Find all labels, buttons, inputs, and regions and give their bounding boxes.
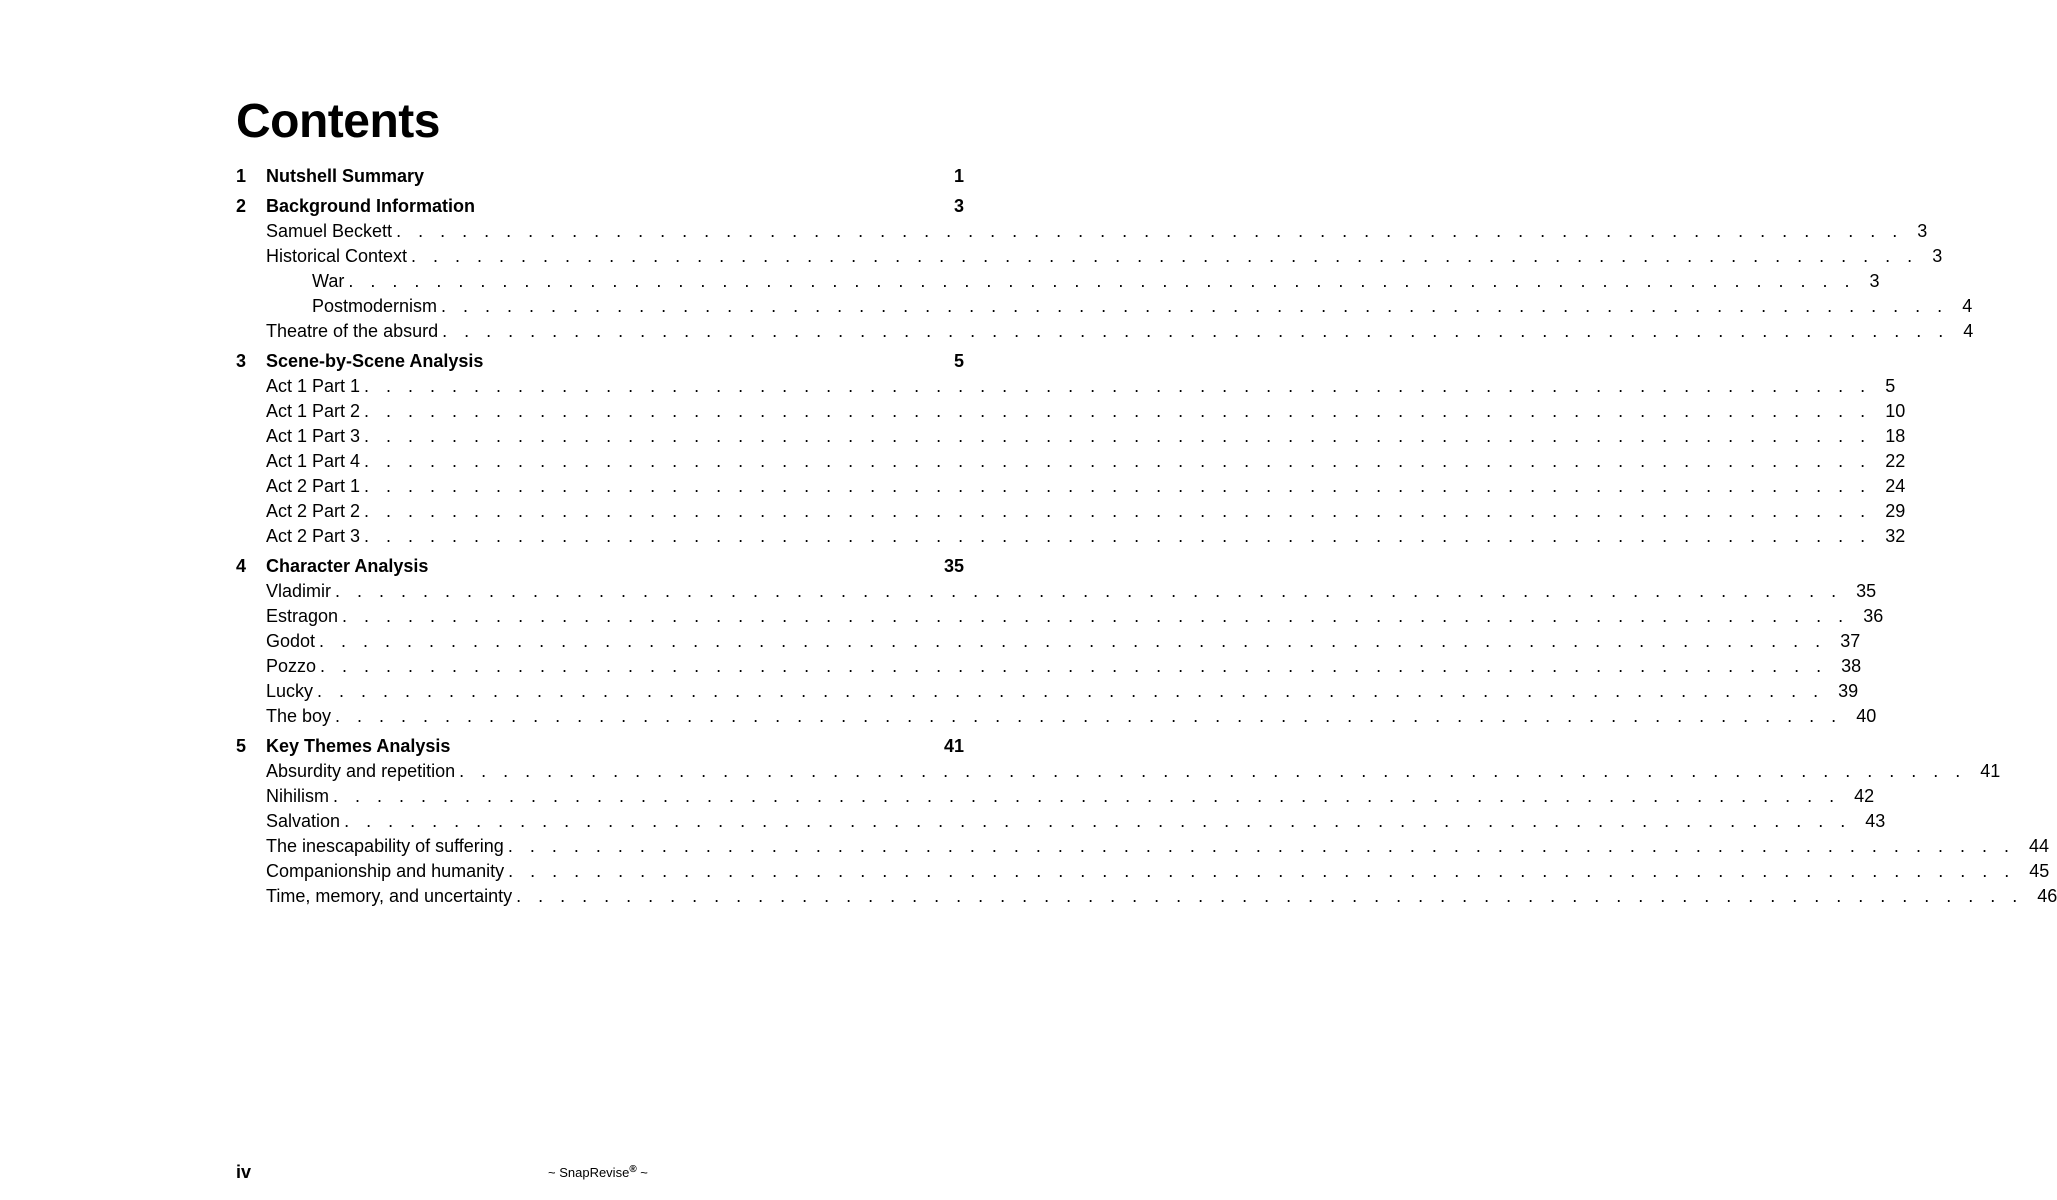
dot-leader: . . . . . . . . . . . . . . . . . . . . . . . . . . . . . . . . . . . . . . . . . . . . . . . . . . . . . . . . . . . . . . . . . . . . . xyxy=(364,401,1872,421)
dot-leader: . . . . . . . . . . . . . . . . . . . . . . . . . . . . . . . . . . . . . . . . . . . . . . . . . . . . . . . . . . . . . . . . . . . . . xyxy=(364,476,1872,496)
dot-leader: . . . . . . . . . . . . . . . . . . . . . . . . . . . . . . . . . . . . . . . . . . . . . . . . . . . . . . . . . . . . . . . . . . . . . xyxy=(317,681,1825,701)
footer-brand xyxy=(548,1163,648,1183)
entry-page-number: 40 xyxy=(1856,706,1877,726)
footer-brand-prefix: ~ SnapRevise xyxy=(548,1165,630,1180)
toc-entry-row[interactable] xyxy=(236,809,1886,834)
toc-entry-row[interactable] xyxy=(236,524,1906,549)
dot-leader: . . . . . . . . . . . . . . . . . . . . . . . . . . . . . . . . . . . . . . . . . . . . . . . . . . . . . . . . . . . . . . . . . . . . . xyxy=(364,501,1872,521)
entry-title: The inescapability of suffering xyxy=(266,834,508,859)
entry-page-number: 43 xyxy=(1865,811,1886,831)
entry-page-number: 5 xyxy=(1885,376,1896,396)
dot-leader: . . . . . . . . . . . . . . . . . . . . . . . . . . . . . . . . . . . . . . . . . . . . . . . . . . . . . . . . . . . . . . . . . . . . . xyxy=(459,761,1967,781)
toc-entry-row[interactable] xyxy=(236,859,2050,884)
entry-page-number: 24 xyxy=(1885,476,1906,496)
entry-title: Act 1 Part 1 xyxy=(266,374,364,399)
toc-entry-row[interactable] xyxy=(236,219,1928,244)
footer-page-number: iv xyxy=(236,1162,252,1182)
dot-leader: . . . . . . . . . . . . . . . . . . . . . . . . . . . . . . . . . . . . . . . . . . . . . . . . . . . . . . . . . . . . . . . . . . . . . xyxy=(364,526,1872,546)
entry-page-number: 41 xyxy=(1980,761,2001,781)
dot-leader: . . . . . . . . . . . . . . . . . . . . . . . . . . . . . . . . . . . . . . . . . . . . . . . . . . . . . . . . . . . . . . . . . . . . . xyxy=(319,631,1827,651)
entry-title: Nihilism xyxy=(266,784,333,809)
toc-entry-row[interactable] xyxy=(236,244,1943,269)
entry-page-number: 3 xyxy=(1932,246,1943,266)
page-title: Contents xyxy=(236,95,440,148)
table-of-contents xyxy=(236,164,2057,909)
dot-leader: . . . . . . . . . . . . . . . . . . . . . . . . . . . . . . . . . . . . . . . . . . . . . . . . . . . . . . . . . . . . . . . . . . . . . xyxy=(335,581,1843,601)
chapter-page-number: 1 xyxy=(953,166,964,186)
entry-title: Estragon xyxy=(266,604,342,629)
dot-leader: . . . . . . . . . . . . . . . . . . . . . . . . . . . . . . . . . . . . . . . . . . . . . . . . . . . . . . . . . . . . . . . . . . . . . xyxy=(396,221,1904,241)
chapter-number: 4 xyxy=(236,556,247,576)
footer-brand-suffix: ~ xyxy=(636,1165,648,1180)
dot-leader: . . . . . . . . . . . . . . . . . . . . . . . . . . . . . . . . . . . . . . . . . . . . . . . . . . . . . . . . . . . . . . . . . . . . . xyxy=(441,296,1949,316)
entry-title: Postmodernism xyxy=(312,294,441,319)
entry-title: Act 1 Part 3 xyxy=(266,424,364,449)
entry-page-number: 22 xyxy=(1885,451,1906,471)
entry-title: Act 2 Part 2 xyxy=(266,499,364,524)
entry-title: Act 2 Part 3 xyxy=(266,524,364,549)
toc-entry-row[interactable] xyxy=(236,834,2049,859)
entry-title: Act 1 Part 2 xyxy=(266,399,364,424)
chapter-number: 2 xyxy=(236,196,247,216)
dot-leader: . . . . . . . . . . . . . . . . . . . . . . . . . . . . . . . . . . . . . . . . . . . . . . . . . . . . . . . . . . . . . . . . . . . . . xyxy=(364,426,1872,446)
entry-title: Salvation xyxy=(266,809,344,834)
entry-page-number: 42 xyxy=(1854,786,1875,806)
dot-leader: . . . . . . . . . . . . . . . . . . . . . . . . . . . . . . . . . . . . . . . . . . . . . . . . . . . . . . . . . . . . . . . . . . . . . xyxy=(348,271,1856,291)
entry-title: The boy xyxy=(266,704,335,729)
chapter-page-number: 41 xyxy=(943,736,964,756)
toc-entry-row[interactable] xyxy=(236,654,1862,679)
dot-leader: . . . . . . . . . . . . . . . . . . . . . . . . . . . . . . . . . . . . . . . . . . . . . . . . . . . . . . . . . . . . . . . . . . . . . xyxy=(411,246,1919,266)
chapter-number: 1 xyxy=(236,166,247,186)
dot-leader: . . . . . . . . . . . . . . . . . . . . . . . . . . . . . . . . . . . . . . . . . . . . . . . . . . . . . . . . . . . . . . . . . . . . . xyxy=(364,451,1872,471)
chapter-title: Background Information xyxy=(266,196,476,216)
entry-page-number: 46 xyxy=(2037,886,2057,906)
entry-page-number: 3 xyxy=(1917,221,1928,241)
entry-title: Theatre of the absurd xyxy=(266,319,442,344)
dot-leader: . . . . . . . . . . . . . . . . . . . . . . . . . . . . . . . . . . . . . . . . . . . . . . . . . . . . . . . . . . . . . . . . . . . . . xyxy=(320,656,1828,676)
chapter-title: Character Analysis xyxy=(266,556,429,576)
entry-title: Historical Context xyxy=(266,244,411,269)
toc-chapter-row[interactable] xyxy=(236,349,964,374)
dot-leader: . . . . . . . . . . . . . . . . . . . . . . . . . . . . . . . . . . . . . . . . . . . . . . . . . . . . . . . . . . . . . . . . . . . . . xyxy=(507,836,2015,856)
entry-page-number: 39 xyxy=(1838,681,1859,701)
entry-title: Time, memory, and uncertainty xyxy=(266,884,516,909)
entry-page-number: 38 xyxy=(1841,656,1862,676)
toc-entry-row[interactable] xyxy=(236,604,1884,629)
entry-page-number: 18 xyxy=(1885,426,1906,446)
chapter-title: Key Themes Analysis xyxy=(266,736,451,756)
entry-page-number: 35 xyxy=(1856,581,1877,601)
toc-chapter-row[interactable] xyxy=(236,734,964,759)
entry-page-number: 10 xyxy=(1885,401,1906,421)
entry-title: Act 1 Part 4 xyxy=(266,449,364,474)
entry-title: Vladimir xyxy=(266,579,335,604)
entry-title: Pozzo xyxy=(266,654,320,679)
dot-leader: . . . . . . . . . . . . . . . . . . . . . . . . . . . . . . . . . . . . . . . . . . . . . . . . . . . . . . . . . . . . . . . . . . . . . xyxy=(335,706,1843,726)
entry-title: Lucky xyxy=(266,679,317,704)
entry-page-number: 45 xyxy=(2029,861,2050,881)
chapter-number: 5 xyxy=(236,736,247,756)
entry-title: Godot xyxy=(266,629,319,654)
toc-entry-row[interactable] xyxy=(236,374,1896,399)
toc-entry-row[interactable] xyxy=(236,269,1880,294)
toc-entry-row[interactable] xyxy=(236,579,1877,604)
dot-leader: . . . . . . . . . . . . . . . . . . . . . . . . . . . . . . . . . . . . . . . . . . . . . . . . . . . . . . . . . . . . . . . . . . . . . xyxy=(333,786,1841,806)
registered-mark: ® xyxy=(629,1164,637,1175)
toc-entry-row[interactable] xyxy=(236,679,1859,704)
dot-leader: . . . . . . . . . . . . . . . . . . . . . . . . . . . . . . . . . . . . . . . . . . . . . . . . . . . . . . . . . . . . . . . . . . . . . xyxy=(364,376,1872,396)
toc-entry-row[interactable] xyxy=(236,424,1906,449)
toc-chapter-row[interactable] xyxy=(236,554,964,579)
toc-entry-row[interactable] xyxy=(236,704,1877,729)
toc-entry-row[interactable] xyxy=(236,474,1906,499)
entry-title: War xyxy=(312,269,348,294)
entry-title: Absurdity and repetition xyxy=(266,759,459,784)
dot-leader: . . . . . . . . . . . . . . . . . . . . . . . . . . . . . . . . . . . . . . . . . . . . . . . . . . . . . . . . . . . . . . . . . . . . . xyxy=(344,811,1852,831)
chapter-page-number: 3 xyxy=(953,196,964,216)
chapter-title: Nutshell Summary xyxy=(266,166,425,186)
chapter-number: 3 xyxy=(236,351,247,371)
chapter-title: Scene-by-Scene Analysis xyxy=(266,351,484,371)
entry-page-number: 4 xyxy=(1962,296,1973,316)
chapter-page-number: 5 xyxy=(953,351,964,371)
entry-page-number: 3 xyxy=(1869,271,1880,291)
toc-chapter-row[interactable] xyxy=(236,164,964,189)
entry-title: Companionship and humanity xyxy=(266,859,508,884)
toc-entry-row[interactable] xyxy=(236,784,1875,809)
entry-title: Samuel Beckett xyxy=(266,219,396,244)
toc-entry-row[interactable] xyxy=(236,319,1974,344)
toc-entry-row[interactable] xyxy=(236,399,1906,424)
dot-leader: . . . . . . . . . . . . . . . . . . . . . . . . . . . . . . . . . . . . . . . . . . . . . . . . . . . . . . . . . . . . . . . . . . . . . xyxy=(442,321,1950,341)
dot-leader: . . . . . . . . . . . . . . . . . . . . . . . . . . . . . . . . . . . . . . . . . . . . . . . . . . . . . . . . . . . . . . . . . . . . . xyxy=(516,886,2024,906)
entry-page-number: 4 xyxy=(1963,321,1974,341)
toc-entry-row[interactable] xyxy=(236,759,2001,784)
entry-title: Act 2 Part 1 xyxy=(266,474,364,499)
toc-entry-row[interactable] xyxy=(236,629,1861,654)
entry-page-number: 32 xyxy=(1885,526,1906,546)
entry-page-number: 29 xyxy=(1885,501,1906,521)
toc-chapter-row[interactable] xyxy=(236,194,964,219)
chapter-page-number: 35 xyxy=(943,556,964,576)
entry-page-number: 36 xyxy=(1863,606,1884,626)
toc-entry-row[interactable] xyxy=(236,294,1973,319)
toc-entry-row[interactable] xyxy=(236,884,2057,909)
dot-leader: . . . . . . . . . . . . . . . . . . . . . . . . . . . . . . . . . . . . . . . . . . . . . . . . . . . . . . . . . . . . . . . . . . . . . xyxy=(342,606,1850,626)
entry-page-number: 44 xyxy=(2028,836,2049,856)
toc-entry-row[interactable] xyxy=(236,499,1906,524)
dot-leader: . . . . . . . . . . . . . . . . . . . . . . . . . . . . . . . . . . . . . . . . . . . . . . . . . . . . . . . . . . . . . . . . . . . . . xyxy=(508,861,2016,881)
toc-entry-row[interactable] xyxy=(236,449,1906,474)
entry-page-number: 37 xyxy=(1840,631,1861,651)
